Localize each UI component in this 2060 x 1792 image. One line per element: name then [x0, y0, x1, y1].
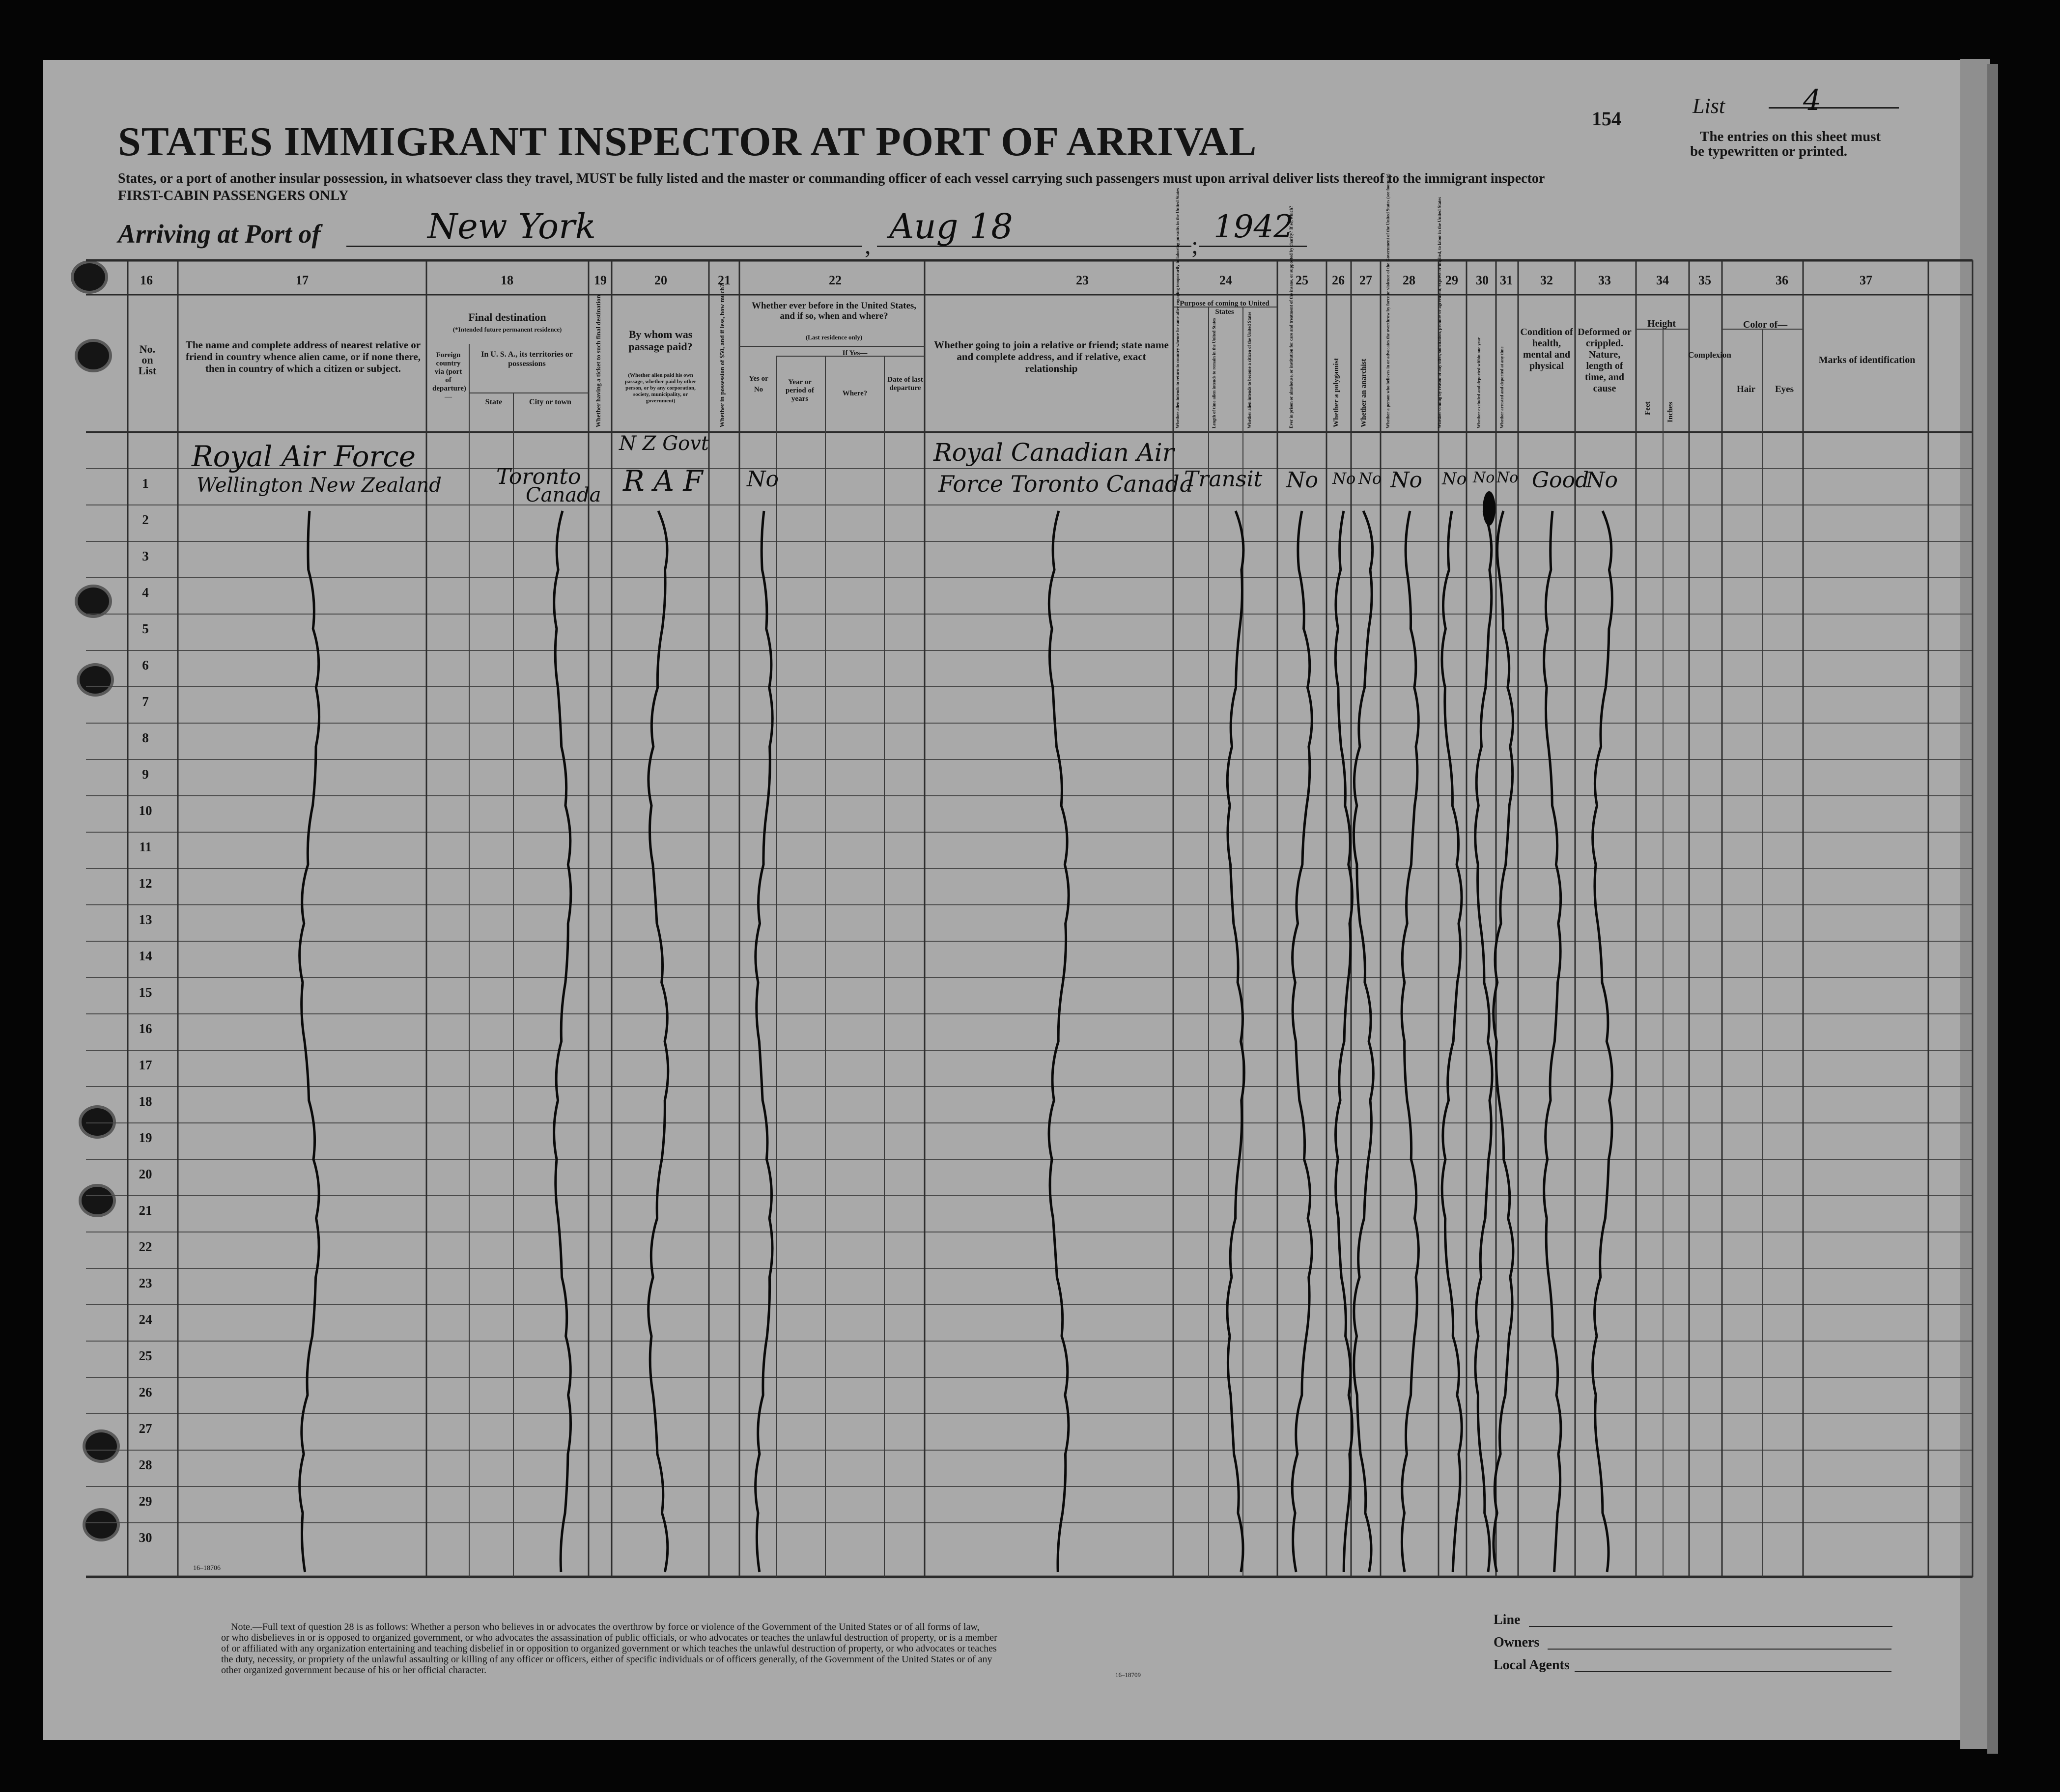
- row-number: 13: [139, 912, 152, 927]
- row-number: 11: [139, 840, 152, 854]
- header-where: Where?: [842, 390, 868, 397]
- header-marks: Marks of identification: [1818, 355, 1916, 365]
- row-number: 1: [142, 476, 149, 491]
- column-number: 25: [1296, 273, 1308, 287]
- row-number: 25: [139, 1348, 152, 1363]
- ditto-stroke: [1402, 511, 1418, 1572]
- column-number: 30: [1476, 273, 1489, 287]
- entry-q31: No: [1496, 469, 1519, 486]
- row-number: 24: [139, 1312, 152, 1327]
- header-q29: Whether coming by reason of any offer, solicitation, promise or agreement, express or implied, to labor in the United States: [1437, 196, 1442, 428]
- agent-local-rule: [1575, 1671, 1891, 1672]
- ink-blot: [1483, 491, 1496, 526]
- header-inches: Inches: [1666, 402, 1674, 422]
- column-number: 18: [501, 273, 513, 287]
- port-value: New York: [427, 206, 596, 247]
- row-number: 22: [139, 1239, 152, 1254]
- entry-join-line1: Royal Canadian Air: [933, 438, 1174, 467]
- row-number: 29: [139, 1494, 152, 1509]
- ditto-stroke: [1544, 511, 1561, 1572]
- form-code: 16–18706: [193, 1565, 221, 1572]
- entry-deformed: No: [1586, 468, 1618, 493]
- header-deformed: Deformed or crippled. Nature, length of time, and cause: [1578, 327, 1632, 394]
- header-eyes: Eyes: [1775, 384, 1794, 394]
- header-q30: Whether excluded and deported within one year: [1476, 337, 1481, 428]
- footnote-code: 16–18709: [1115, 1671, 1141, 1679]
- ditto-stroke: [1475, 511, 1492, 1572]
- entry-city-line2: Canada: [526, 484, 601, 506]
- comma-2: ;: [1191, 231, 1198, 259]
- header-nearest-relative: The name and complete address of nearest relative or friend in country whence alien came, or if none there, then in country of which a citizen or subject.: [185, 339, 421, 374]
- header-color-of: Color of—: [1743, 319, 1788, 330]
- header-no-on-list: No. on List: [138, 343, 157, 377]
- row-number: 28: [139, 1457, 152, 1472]
- column-number: 28: [1403, 273, 1415, 287]
- header-foreign-country: Foreign country via (port of departure)—: [432, 351, 466, 401]
- row-number: 4: [142, 585, 149, 600]
- entry-before-us: No: [747, 467, 779, 492]
- agent-line-label: Line: [1494, 1612, 1521, 1627]
- row-number: 16: [139, 1021, 152, 1036]
- ditto-stroke: [1442, 511, 1462, 1572]
- ditto-stroke: [1593, 511, 1612, 1572]
- footnote-line-4: the duty, necessity, or propriety of the unlawful assaulting or killing of any officer or officers, either of specific individuals or of officers generally, of the Government of the United States or of any: [221, 1654, 992, 1665]
- header-height: Height: [1647, 318, 1676, 329]
- column-number: 17: [296, 273, 309, 287]
- row-number: 7: [142, 694, 149, 709]
- entry-q28: No: [1390, 468, 1422, 493]
- ditto-stroke: [756, 511, 773, 1572]
- row-number: 5: [142, 621, 149, 636]
- ditto-stroke: [1292, 511, 1312, 1572]
- row-number: 30: [139, 1530, 152, 1545]
- ditto-stroke: [554, 511, 571, 1572]
- row-number: 12: [139, 876, 152, 891]
- column-number: 32: [1540, 273, 1553, 287]
- header-purpose-sub-3: Whether alien intends to become a citizen of the United States: [1247, 311, 1252, 428]
- header-city-or-town: City or town: [529, 398, 571, 406]
- header-money: Whether in possession of $50, and if less, how much?: [718, 284, 726, 427]
- row-number: 14: [139, 949, 152, 963]
- column-number: 19: [594, 273, 607, 287]
- date-value: Aug 18: [889, 206, 1013, 247]
- ditto-stroke: [1354, 511, 1373, 1572]
- header-passage-paid-note: (Whether alien paid his own passage, whether paid by other person, or by any corporation, society, municipality, or government): [624, 372, 697, 404]
- entry-q30: No: [1473, 469, 1495, 486]
- entry-q29: No: [1442, 469, 1467, 489]
- agent-local-label: Local Agents: [1494, 1657, 1570, 1673]
- ditto-stroke: [1335, 511, 1352, 1572]
- header-prison: Ever in prison or almshouse, or institution for care and treatment of the insane, or supported by charity? If so, which?: [1289, 205, 1294, 428]
- header-date-last-departure: Date of last departure: [887, 376, 923, 392]
- header-q31: Whether arrested and deported at any time: [1499, 346, 1504, 428]
- header-year-or-period: Year or period of years: [786, 378, 814, 403]
- header-yes-or-no: Yes or No: [749, 375, 768, 393]
- header-polygamist: Whether a polygamist: [1332, 358, 1340, 427]
- column-number: 29: [1445, 273, 1458, 287]
- ditto-stroke: [300, 511, 319, 1572]
- header-purpose-sub-1: [1175, 320, 1180, 428]
- entry-passage-line2: R A F: [623, 464, 703, 498]
- ditto-stroke: [1049, 511, 1069, 1572]
- row-number: 6: [142, 658, 149, 672]
- header-last-residence: (Last residence only): [805, 334, 863, 341]
- header-joining-relative: Whether going to join a relative or friend; state name and complete address, and if relative, exact relationship: [934, 339, 1169, 374]
- entry-city-line1: Toronto: [496, 464, 581, 489]
- column-number: 36: [1776, 273, 1788, 287]
- column-number: 34: [1656, 273, 1669, 287]
- row-number: 10: [139, 803, 152, 818]
- agent-line-rule: [1529, 1626, 1892, 1627]
- footnote-line-3: of or affiliated with any organization entertaining and teaching disbelief in or opposition to organized government or which teaches the unlawful destruction of property, or who advocates or teaches: [221, 1643, 997, 1654]
- entry-anarchist: No: [1358, 469, 1382, 488]
- entry-polygamist: No: [1332, 469, 1356, 488]
- column-number: 27: [1359, 273, 1372, 287]
- cabin-note: FIRST-CABIN PASSENGERS ONLY: [118, 188, 349, 203]
- row-number: 9: [142, 767, 149, 782]
- row-number: 23: [139, 1276, 152, 1290]
- column-number: 26: [1332, 273, 1345, 287]
- column-number: 16: [140, 273, 153, 287]
- column-number: 22: [829, 273, 842, 287]
- row-number: 26: [139, 1385, 152, 1400]
- header-final-destination-note: (*Intended future permanent residence): [452, 326, 562, 333]
- row-number: 3: [142, 549, 149, 563]
- row-number: 15: [139, 985, 152, 1000]
- year-value: 1942: [1213, 209, 1294, 245]
- header-ticket: Whether having a ticket to such final destination: [594, 295, 602, 427]
- column-number: 35: [1698, 273, 1711, 287]
- header-q28: [1385, 306, 1390, 428]
- form-subtitle: States, or a port of another insular possession, in whatsoever class they travel, MUST be fully listed and the master or commanding officer of each vessel carrying such passengers must upon arrival deliver lists thereof to the immigrant inspector: [118, 171, 1545, 186]
- header-purpose-sub-2: Length of time alien intends to remain in the United States: [1212, 318, 1216, 428]
- entry-health: Good: [1532, 468, 1589, 493]
- row-number: 20: [139, 1167, 152, 1181]
- entry-passage-line1: N Z Govt: [619, 432, 709, 455]
- row-number: 27: [139, 1421, 152, 1436]
- header-health: Condition of health, mental and physical: [1520, 327, 1573, 371]
- footnote-line-2: or who disbelieves in or is opposed to organized government, or who advocates the assassination of public officials, or who advocates or teaches the unlawful destruction of property, or is a member: [221, 1632, 997, 1643]
- header-before-in-us: Whether ever before in the United States, and if so, when and where?: [751, 301, 917, 321]
- header-complexion: Complexion: [1688, 350, 1731, 360]
- entry-join-line2: Force Toronto Canada: [938, 471, 1193, 497]
- header-hair: Hair: [1737, 384, 1755, 394]
- agent-owners-label: Owners: [1494, 1635, 1540, 1650]
- header-purpose: Purpose of coming to United States: [1180, 300, 1270, 316]
- header-feet: Feet: [1644, 401, 1652, 415]
- row-number: 17: [139, 1058, 152, 1072]
- page-number: 154: [1592, 108, 1621, 130]
- row-number: 19: [139, 1130, 152, 1145]
- typewritten-note-1: The entries on this sheet must: [1700, 129, 1881, 144]
- entry-relative-line1: Royal Air Force: [192, 440, 416, 473]
- list-label: List: [1693, 94, 1725, 118]
- header-in-usa: In U. S. A., its territories or possessions: [481, 350, 573, 368]
- header-state: State: [485, 398, 503, 406]
- entry-prison: No: [1286, 468, 1318, 493]
- column-number: 33: [1598, 273, 1611, 287]
- row-number: 2: [142, 512, 149, 527]
- entry-purpose: Transit: [1184, 467, 1263, 492]
- comma-1: ,: [865, 231, 871, 259]
- agent-owners-rule: [1548, 1649, 1891, 1650]
- column-number: 24: [1219, 273, 1232, 287]
- arriving-label: Arriving at Port of: [118, 219, 321, 249]
- column-number: 21: [718, 273, 731, 287]
- entry-relative-line2: Wellington New Zealand: [197, 474, 442, 497]
- typewritten-note-2: be typewritten or printed.: [1690, 143, 1848, 159]
- row-number: 18: [139, 1094, 152, 1109]
- column-number: 37: [1860, 273, 1872, 287]
- ditto-stroke: [649, 511, 668, 1572]
- column-number: 31: [1500, 273, 1513, 287]
- column-number: 20: [654, 273, 667, 287]
- ditto-stroke: [1227, 511, 1244, 1572]
- header-passage-paid: By whom was passage paid?: [628, 328, 693, 353]
- row-number: 21: [139, 1203, 152, 1218]
- header-final-destination: Final destination: [468, 311, 546, 323]
- header-if-yes: If Yes—: [842, 349, 868, 357]
- form-title: STATES IMMIGRANT INSPECTOR AT PORT OF ARRIVAL: [118, 119, 1257, 165]
- header-anarchist: Whether an anarchist: [1360, 359, 1368, 427]
- list-value: 4: [1803, 84, 1821, 117]
- row-number: 8: [142, 730, 149, 745]
- footnote-line-1: Note.—Full text of question 28 is as follows: Whether a person who believes in or advocates the overthrow by force or violence of the Government of the United States or of all forms of law,: [231, 1622, 980, 1632]
- footnote-line-5: other organized government because of his or her official character.: [221, 1665, 487, 1676]
- column-number: 23: [1076, 273, 1089, 287]
